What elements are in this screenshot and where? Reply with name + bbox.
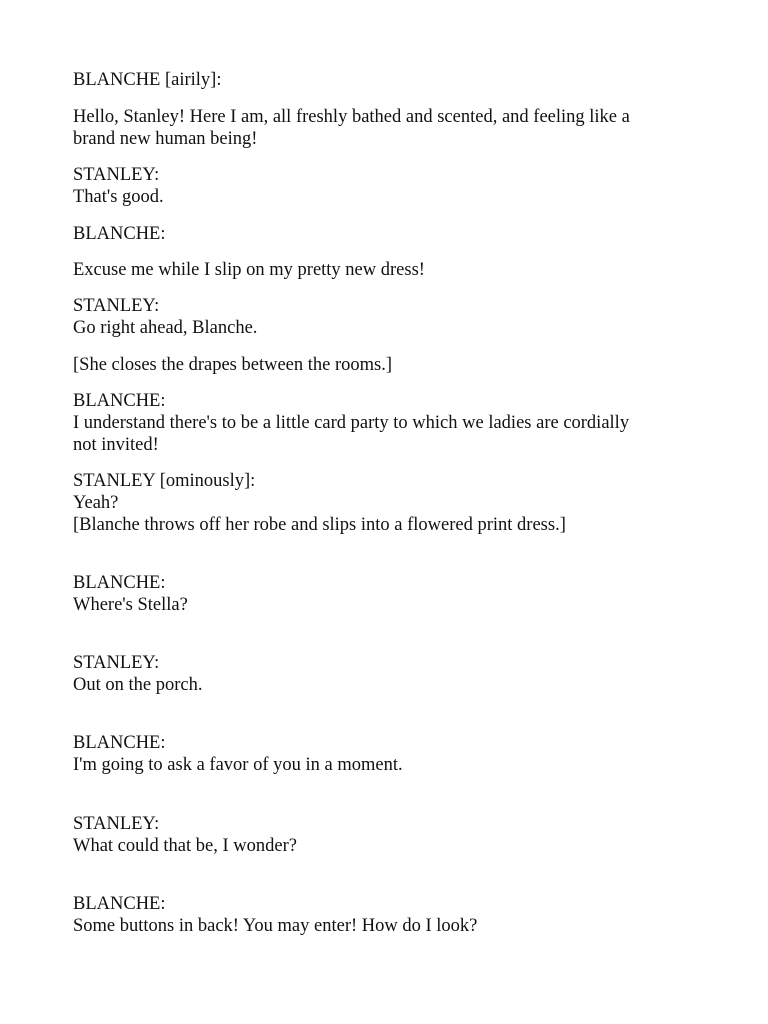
speaker-blanche: BLANCHE: [73, 573, 166, 593]
dialogue-line: Excuse me while I slip on my pretty new dress! [73, 260, 425, 280]
stage-direction: [She closes the drapes between the rooms.] [73, 355, 393, 375]
speaker-stanley: STANLEY: [73, 296, 160, 316]
dialogue-line: I understand there's to be a little card party to which we ladies are cordially [73, 413, 630, 433]
dialogue-line: Some buttons in back! You may enter! How do I look? [73, 916, 478, 936]
speaker-blanche: BLANCHE: [73, 224, 166, 244]
dialogue-line: Yeah? [73, 493, 119, 513]
dialogue-line: Hello, Stanley! Here I am, all freshly bathed and scented, and feeling like a [73, 107, 630, 127]
speaker-blanche-airily: BLANCHE [airily]: [73, 70, 222, 90]
dialogue-line: Out on the porch. [73, 675, 203, 695]
speaker-stanley: STANLEY: [73, 165, 160, 185]
dialogue-line: brand new human being! [73, 129, 258, 149]
dialogue-line: Where's Stella? [73, 595, 188, 615]
speaker-blanche: BLANCHE: [73, 894, 166, 914]
dialogue-line: Go right ahead, Blanche. [73, 318, 258, 338]
stage-direction: [Blanche throws off her robe and slips into a flowered print dress.] [73, 515, 566, 535]
speaker-stanley: STANLEY: [73, 653, 160, 673]
speaker-blanche: BLANCHE: [73, 391, 166, 411]
speaker-stanley: STANLEY: [73, 814, 160, 834]
speaker-stanley-ominously: STANLEY [ominously]: [73, 471, 256, 491]
dialogue-line: That's good. [73, 187, 164, 207]
dialogue-line: I'm going to ask a favor of you in a moment. [73, 755, 403, 775]
dialogue-line: What could that be, I wonder? [73, 836, 297, 856]
speaker-blanche: BLANCHE: [73, 733, 166, 753]
dialogue-line: not invited! [73, 435, 159, 455]
